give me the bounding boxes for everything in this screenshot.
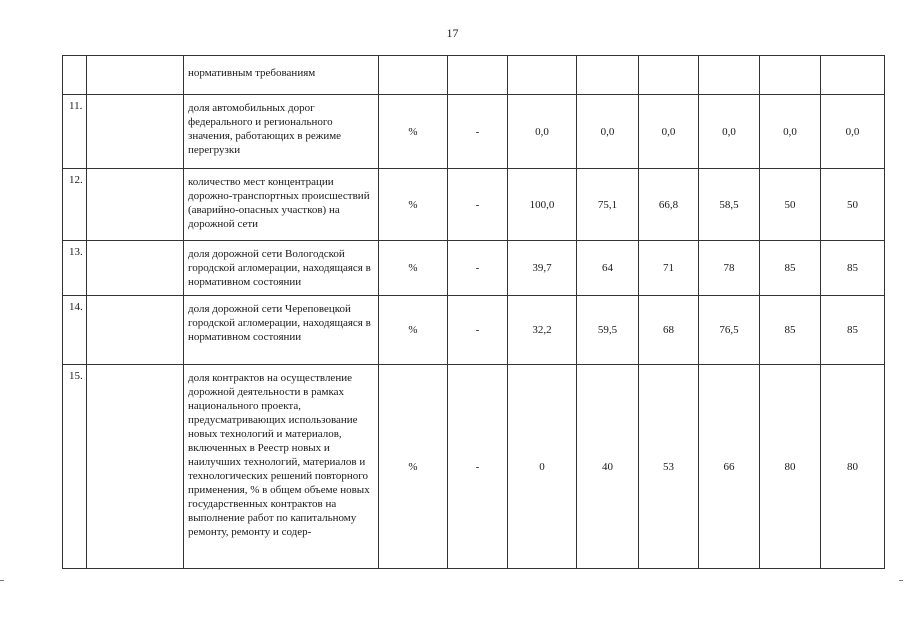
unit-cell: %: [379, 169, 448, 241]
table-row: [63, 296, 885, 365]
value-cell: 80: [821, 365, 885, 569]
row-number: [63, 56, 87, 95]
value-cell: 58,5: [699, 169, 760, 241]
indicator-description: доля дорожной сети Вологодской городской агломерации, находящаяся в нормативном состоянии: [184, 241, 379, 296]
value-cell: 32,2: [508, 296, 577, 365]
scan-edge-mark: [899, 580, 903, 581]
value-cell: [639, 56, 699, 95]
indicator-description: доля контрактов на осуществление дорожной деятельности в рамках национального проекта, предусматривающих использование новых технологий и материалов, включенных в Реестр новых и наилучших технологий, материалов и технологических решений повторного применения, % в общем объеме новых государственных контрактов на выполнение работ по капитальному ремонту, ремонту и содер-: [184, 365, 379, 569]
value-cell: 0,0: [699, 95, 760, 169]
value-cell: 68: [639, 296, 699, 365]
value-cell: 0,0: [639, 95, 699, 169]
value-cell: 0,0: [508, 95, 577, 169]
value-cell: 66,8: [639, 169, 699, 241]
indicator-description: доля дорожной сети Череповецкой городской агломерации, находящаяся в нормативном состоянии: [184, 296, 379, 365]
table-row: [63, 241, 885, 296]
unit-cell: %: [379, 241, 448, 296]
table-row: [63, 56, 885, 95]
indicator-description: нормативным требованиям: [184, 56, 379, 95]
value-cell: 75,1: [577, 169, 639, 241]
indicator-description: количество мест концентрации дорожно-транспортных происшествий (аварийно-опасных участков) на дорожной сети: [184, 169, 379, 241]
value-cell: 85: [821, 296, 885, 365]
empty-cell: [87, 56, 184, 95]
value-cell: [821, 56, 885, 95]
row-number: 13.: [63, 241, 87, 296]
value-cell: 71: [639, 241, 699, 296]
value-cell: 0,0: [821, 95, 885, 169]
unit-cell: %: [379, 296, 448, 365]
base-cell: -: [448, 296, 508, 365]
value-cell: 85: [760, 296, 821, 365]
value-cell: [699, 56, 760, 95]
value-cell: 64: [577, 241, 639, 296]
value-cell: 50: [821, 169, 885, 241]
unit-cell: %: [379, 365, 448, 569]
scan-edge-mark: [0, 580, 4, 581]
value-cell: 0: [508, 365, 577, 569]
value-cell: 0,0: [760, 95, 821, 169]
base-cell: -: [448, 169, 508, 241]
value-cell: 100,0: [508, 169, 577, 241]
empty-cell: [87, 169, 184, 241]
table-row: [63, 95, 885, 169]
value-cell: 53: [639, 365, 699, 569]
value-cell: 39,7: [508, 241, 577, 296]
empty-cell: [87, 95, 184, 169]
row-number: 11.: [63, 95, 87, 169]
base-cell: -: [448, 365, 508, 569]
value-cell: 85: [821, 241, 885, 296]
empty-cell: [87, 296, 184, 365]
base-cell: [448, 56, 508, 95]
value-cell: 0,0: [577, 95, 639, 169]
unit-cell: [379, 56, 448, 95]
value-cell: 80: [760, 365, 821, 569]
value-cell: [760, 56, 821, 95]
value-cell: 78: [699, 241, 760, 296]
value-cell: 59,5: [577, 296, 639, 365]
table-row: [63, 365, 885, 569]
empty-cell: [87, 241, 184, 296]
row-number: 12.: [63, 169, 87, 241]
row-number: 14.: [63, 296, 87, 365]
value-cell: [577, 56, 639, 95]
table-row: [63, 169, 885, 241]
value-cell: 85: [760, 241, 821, 296]
unit-cell: %: [379, 95, 448, 169]
value-cell: 50: [760, 169, 821, 241]
base-cell: -: [448, 95, 508, 169]
value-cell: 66: [699, 365, 760, 569]
empty-cell: [87, 365, 184, 569]
row-number: 15.: [63, 365, 87, 569]
base-cell: -: [448, 241, 508, 296]
value-cell: 76,5: [699, 296, 760, 365]
value-cell: 40: [577, 365, 639, 569]
indicators-table: [62, 55, 885, 569]
value-cell: [508, 56, 577, 95]
indicator-description: доля автомобильных дорог федерального и регионального значения, работающих в режиме перегрузки: [184, 95, 379, 169]
page-number: 17: [446, 26, 459, 40]
